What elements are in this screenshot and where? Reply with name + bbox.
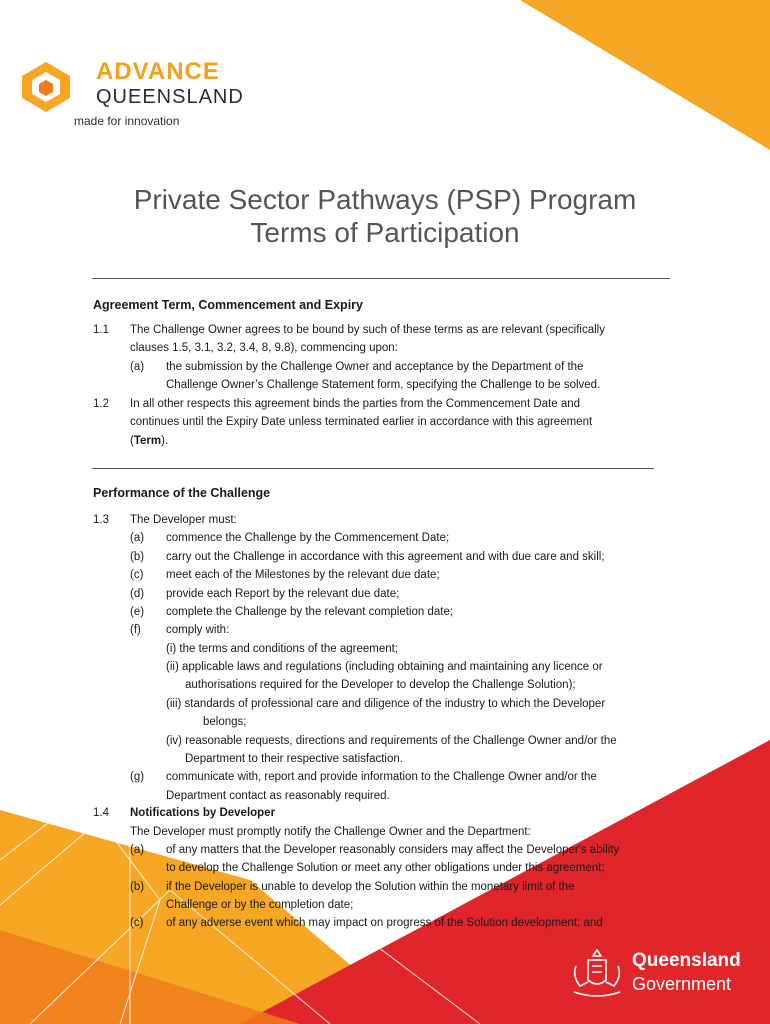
section-heading-term: Agreement Term, Commencement and Expiry [93,298,363,312]
subitem-text: belongs; [203,716,247,728]
item-text: meet each of the Milestones by the relevant due date; [166,569,440,581]
item-text: Department contact as reasonably required. [166,790,390,802]
subitem-text: (iv) reasonable requests, directions and requirements of the Challenge Owner and/or the [166,735,617,747]
item-letter: (g) [130,771,145,783]
item-text: commence the Challenge by the Commencement Date; [166,532,450,544]
clause-text: The Developer must: [130,514,237,526]
section-heading-performance: Performance of the Challenge [93,486,271,500]
subitem-text: (ii) applicable laws and regulations (including obtaining and maintaining any licence or [166,661,603,673]
subitem-text: Department to their respective satisfaction. [185,753,403,765]
item-text: the submission by the Challenge Owner and acceptance by the Department of the [166,361,584,373]
clause-text-term [130,432,168,450]
clause-number: 1.3 [93,514,109,526]
item-text: Challenge or by the completion date; [166,899,354,911]
item-letter: (c) [130,917,144,929]
item-letter: (a) [130,532,145,544]
brand-queensland: QUEENSLAND [96,86,244,108]
item-letter: (e) [130,606,145,618]
item-text: Challenge Owner’s Challenge Statement form, specifying the Challenge to be solved. [166,379,601,391]
top-right-orange-shape [520,0,770,150]
title-divider [92,278,670,279]
queensland-wordmark: Queensland [632,950,741,971]
clause-text: The Developer must promptly notify the Challenge Owner and the Department: [130,826,531,838]
item-text: complete the Challenge by the relevant completion date; [166,606,454,618]
clause-number: 1.1 [93,324,109,336]
coat-of-arms-icon [568,946,626,1000]
paren-close: ). [161,435,169,447]
item-text: provide each Report by the relevant due date; [166,588,400,600]
paren-open: ( [130,435,134,447]
clause-text: The Challenge Owner agrees to be bound by such of these terms as are relevant (specifically [130,324,605,336]
item-letter: (c) [130,569,144,581]
item-text: of any matters that the Developer reasonably considers may affect the Developer's ability [166,844,620,856]
clause-text: In all other respects this agreement binds the parties from the Commencement Date and [130,398,581,410]
subitem-text: authorisations required for the Developer to develop the Challenge Solution); [185,679,576,691]
clause-heading: Notifications by Developer [130,807,276,819]
advance-queensland-mark-icon [22,62,70,112]
title-line-2: Terms of Participation [250,217,520,248]
defined-term: Term [133,435,162,447]
clause-text: continues until the Expiry Date unless terminated earlier in accordance with this agreement [130,416,593,428]
item-text: communicate with, report and provide information to the Challenge Owner and/or the [166,771,597,783]
government-wordmark: Government [632,974,732,994]
document-title [0,183,770,249]
item-text: carry out the Challenge in accordance with this agreement and with due care and skill; [166,551,605,563]
clause-text: clauses 1.5, 3.1, 3.2, 3.4, 8, 9.8), commencing upon: [130,342,398,354]
item-letter: (b) [130,551,145,563]
brand-tagline: made for innovation [74,114,180,128]
item-text: of any adverse event which may impact on progress of the Solution development; and [166,917,603,929]
item-letter: (a) [130,361,145,373]
item-text: if the Developer is unable to develop the Solution within the monetary limit of the [166,881,575,893]
item-text: to develop the Challenge Solution or meet any other obligations under this agreement; [166,862,605,874]
item-letter: (b) [130,881,145,893]
clause-number: 1.2 [93,398,109,410]
brand-advance: ADVANCE [96,58,220,85]
item-letter: (d) [130,588,145,600]
title-line-1: Private Sector Pathways (PSP) Program [133,184,637,215]
section-divider [92,468,654,469]
item-letter: (a) [130,844,145,856]
clause-number: 1.4 [93,807,109,819]
item-letter: (f) [130,624,141,636]
item-text: comply with: [166,624,230,636]
subitem-text: (iii) standards of professional care and diligence of the industry to which the Developer [166,698,606,710]
subitem-text: (i) the terms and conditions of the agreement; [166,643,399,655]
